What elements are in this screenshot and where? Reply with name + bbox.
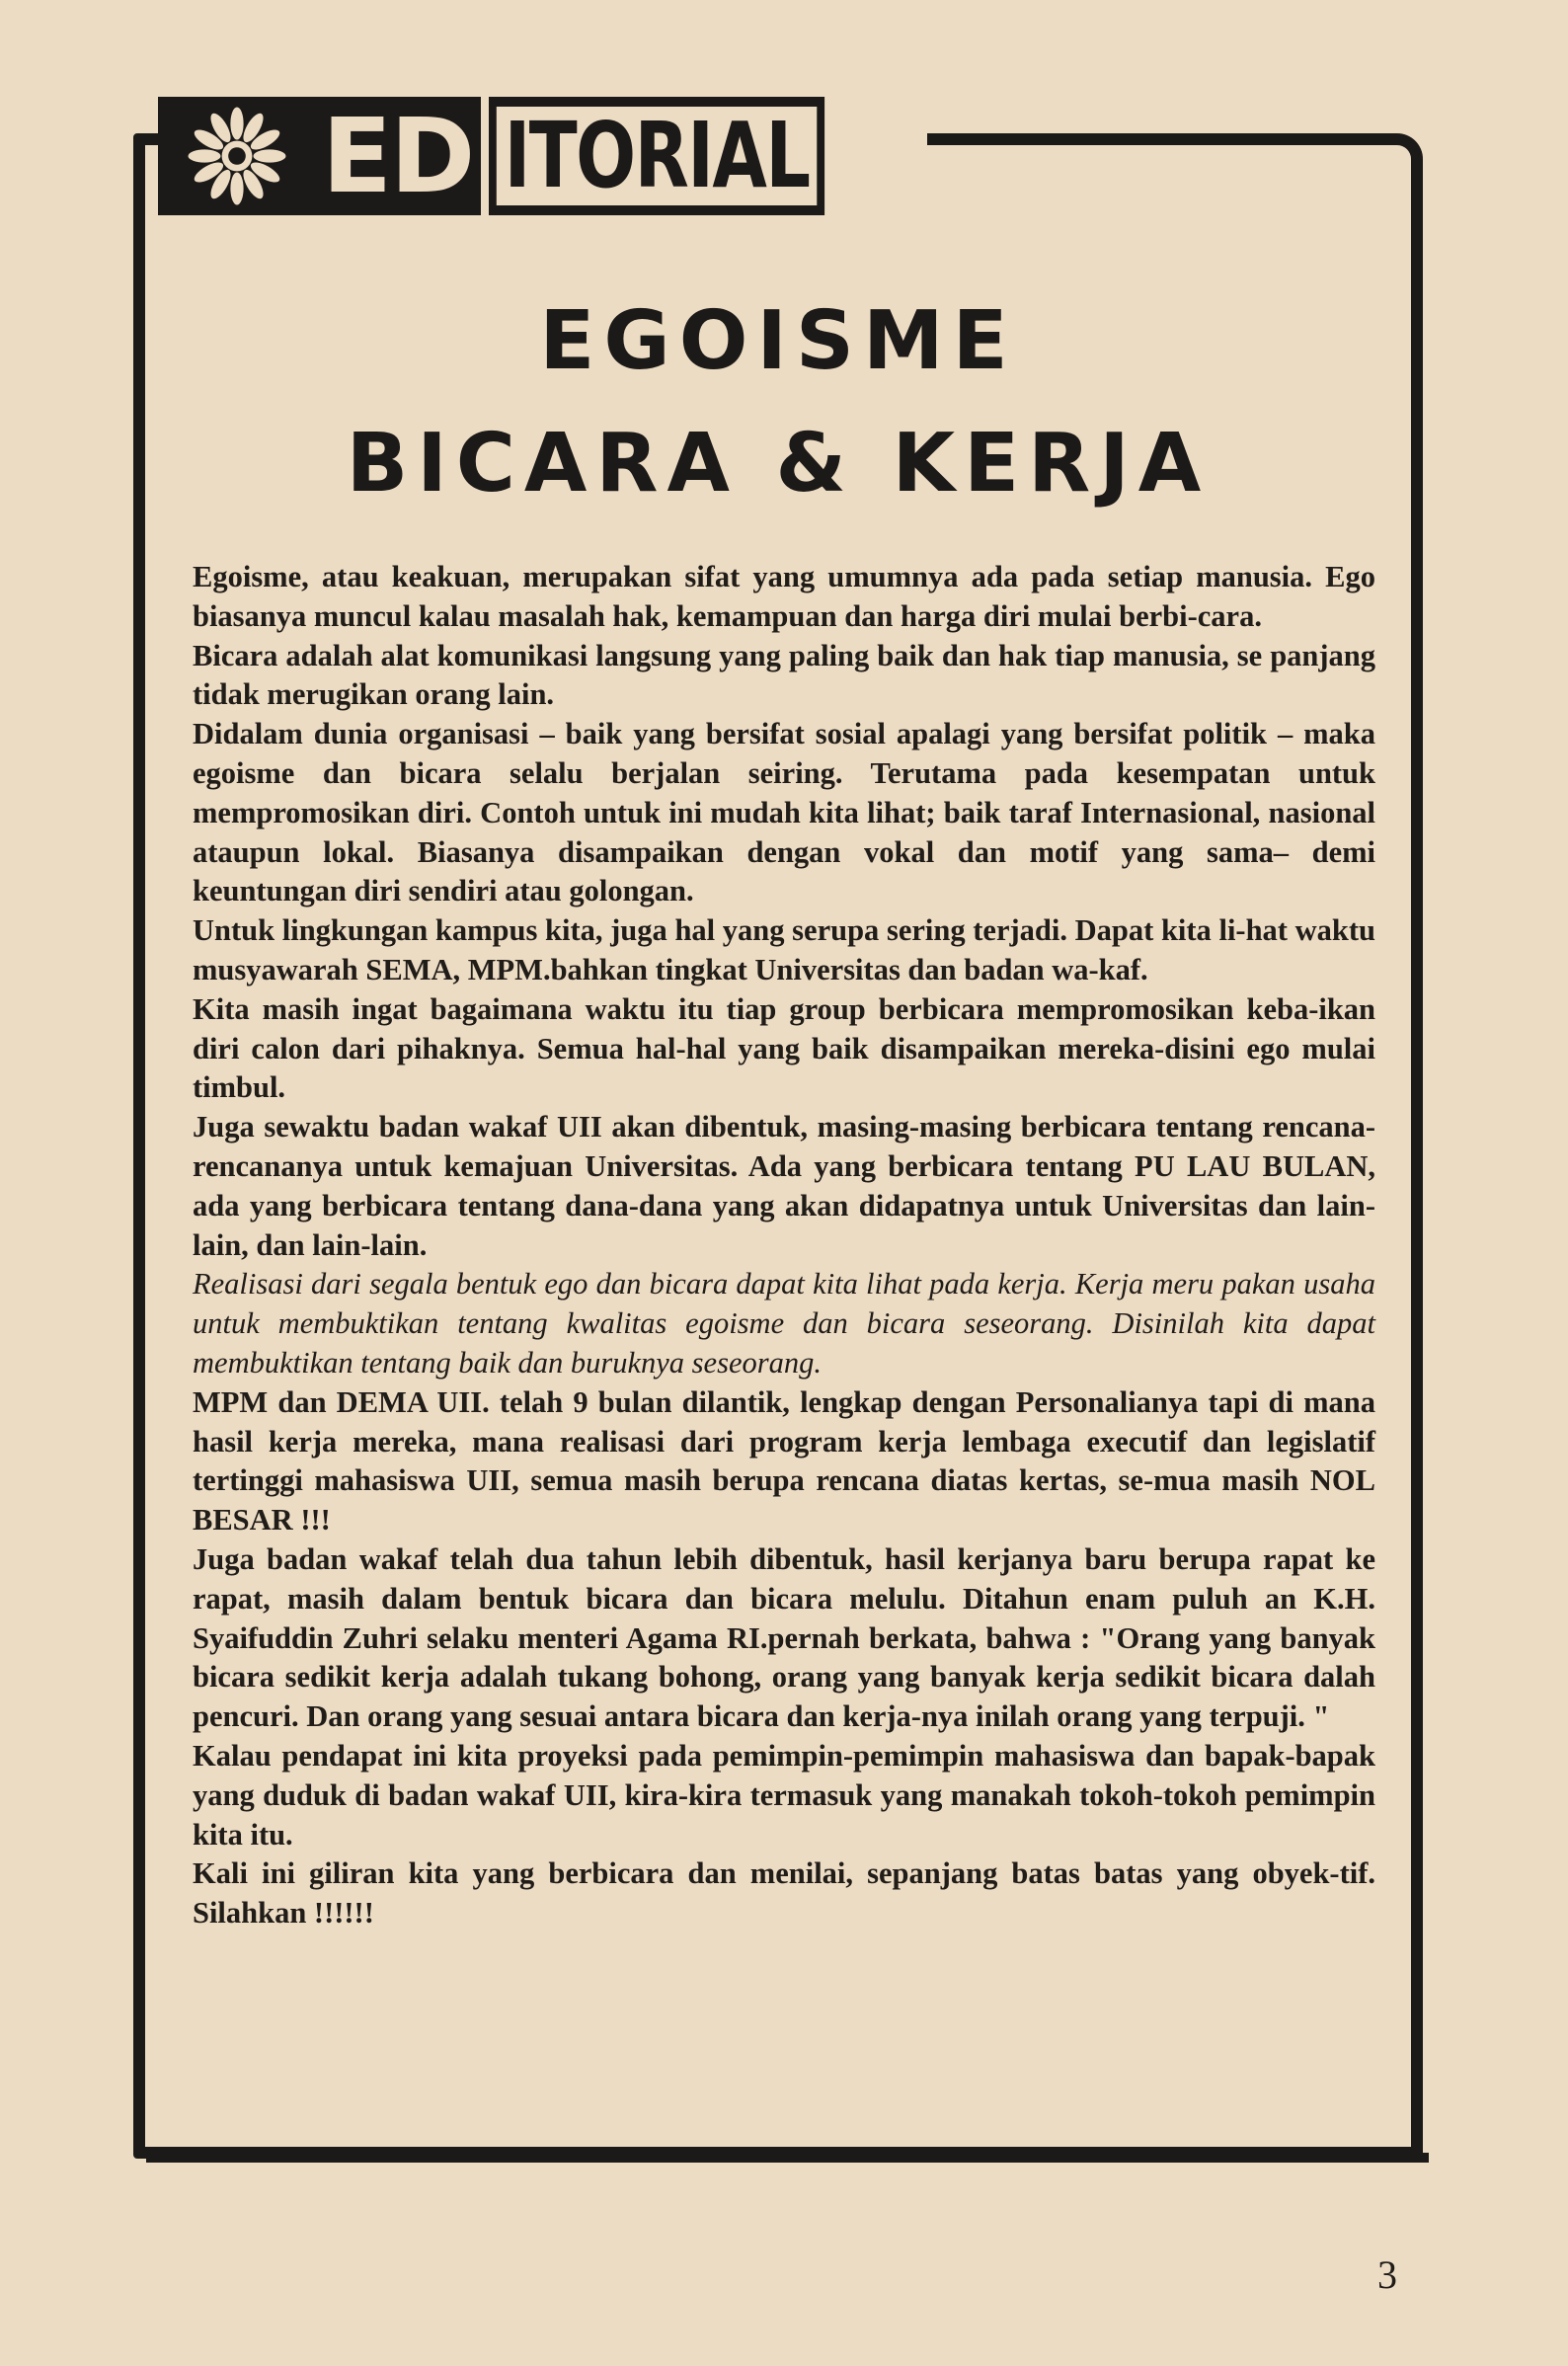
italic-paragraph: Realisasi dari segala bentuk ego dan bicara dapat kita lihat pada kerja. Kerja meru pakan usaha untuk membuktikan tentang kwalitas egoisme dan bicara seseorang. Disinilah kita dapat membuktikan tentang baik dan buruknya seseorang. xyxy=(193,1267,1375,1380)
paragraph: Juga sewaktu badan wakaf UII akan dibentuk, masing-masing berbicara tentang rencana-rencananya untuk kemajuan Universitas. Ada yang berbicara tentang PU LAU BULAN, ada yang berbicara tentang dana-dana yang akan didapatnya untuk Universitas dan lain-lain, dan lain-lain. xyxy=(193,1110,1375,1262)
frame-shadow xyxy=(146,2153,1429,2163)
paragraph: Kita masih ingat bagaimana waktu itu tiap group berbicara mempromosikan keba-ikan diri calon dari pihaknya. Semua hal-hal yang baik disampaikan mereka-disini ego mulai timbul. xyxy=(193,991,1375,1105)
headline-line2: BICARA & KERJA xyxy=(346,417,1211,511)
paragraph: Untuk lingkungan kampus kita, juga hal yang serupa sering terjadi. Dapat kita li-hat waktu musyawarah SEMA, MPM.bahkan tingkat Universitas dan badan wa-kaf. xyxy=(193,913,1375,986)
sunflower-icon xyxy=(158,97,316,215)
paragraph: Juga badan wakaf telah dua tahun lebih dibentuk, hasil kerjanya baru berupa rapat ke rapat, masih dalam bentuk bicara dan bicara melulu. Ditahun enam puluh an K.H. Syaifuddin Zuhri selaku menteri Agama RI.pernah berkata, bahwa : "Orang yang banyak bicara sedikit kerja adalah tukang bohong, orang yang banyak kerja sedikit bicara dalah pencuri. Dan orang yang sesuai antara bicara dan kerja-nya inilah orang yang terpuji. " xyxy=(193,1541,1375,1734)
headline-line1: EGOISME xyxy=(539,294,1017,388)
page-number: 3 xyxy=(1377,2252,1397,2297)
paragraph: MPM dan DEMA UII. telah 9 bulan dilantik, lengkap dengan Personalianya tapi di mana hasil kerja mereka, mana realisasi dari program kerja lembaga executif dan legislatif tertinggi mahasiswa UII, semua masih berupa rencana diatas kertas, se-mua masih NOL BESAR !!! xyxy=(193,1384,1375,1538)
paragraph: Kali ini giliran kita yang berbicara dan menilai, sepanjang batas batas yang obyek-tif. Silahkan !!!!!! xyxy=(193,1856,1375,1931)
editorial-badge xyxy=(158,97,927,215)
paragraph: Bicara adalah alat komunikasi langsung yang paling baik dan hak tiap manusia, se panjang tidak merugikan orang lain. xyxy=(193,638,1375,712)
paragraph: Didalam dunia organisasi – baik yang bersifat sosial apalagi yang bersifat politik – maka egoisme dan bicara selalu berjalan seiring. Terutama pada kesempatan untuk mempromosikan diri. Contoh untuk ini mudah kita lihat; baik taraf Internasional, nasional ataupun lokal. Biasanya disampaikan dengan vokal dan motif yang sama– demi keuntungan diri sendiri atau golongan. xyxy=(193,717,1375,908)
badge-itorial-text: ITORIAL xyxy=(489,97,824,215)
article-body xyxy=(193,558,1375,1933)
badge-ed-text: ED xyxy=(316,97,481,215)
paragraph: Egoisme, atau keakuan, merupakan sifat yang umumnya ada pada setiap manusia. Ego biasanya muncul kalau masalah hak, kemampuan dan harga diri mulai berbi-cara. xyxy=(193,560,1375,633)
paragraph: Kalau pendapat ini kita proyeksi pada pemimpin-pemimpin mahasiswa dan bapak-bapak yang duduk di badan wakaf UII, kira-kira termasuk yang manakah tokoh-tokoh pemimpin kita itu. xyxy=(193,1738,1375,1852)
